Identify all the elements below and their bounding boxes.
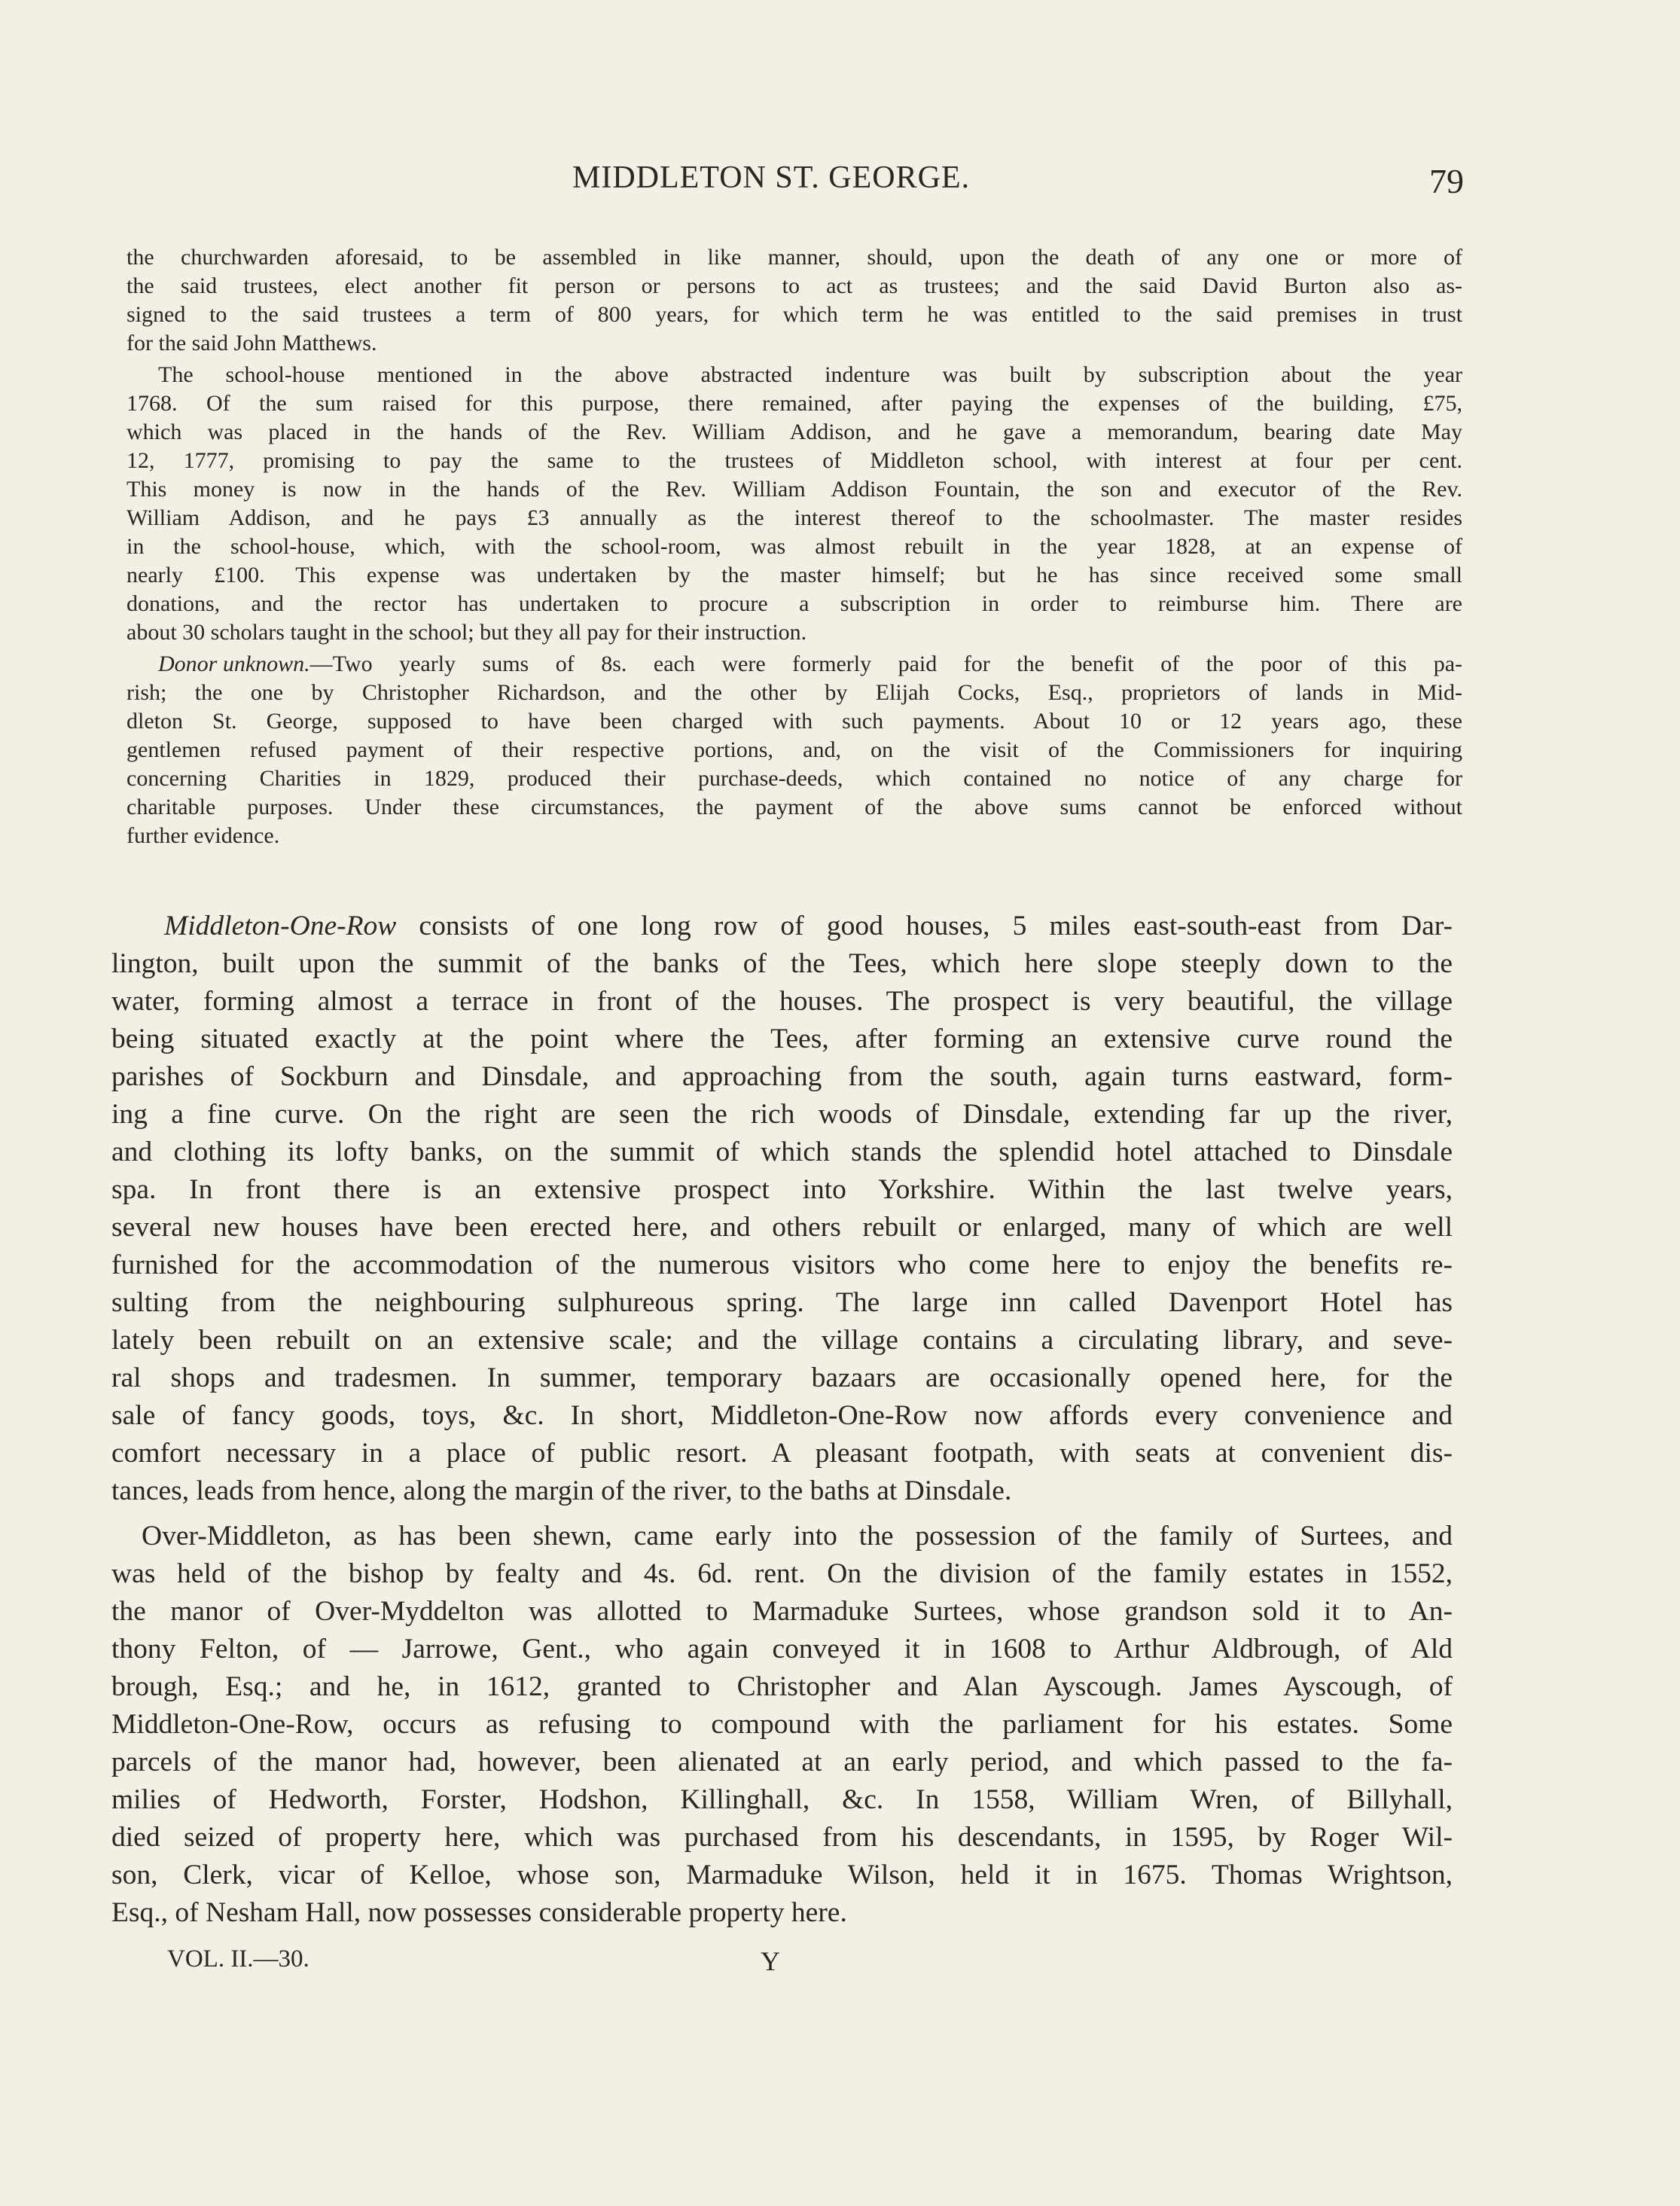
text-line: furnished for the accommodation of the numerous visitors who come here to enjoy the benefits re- [111,1249,1453,1280]
text-line: Over-Middleton, as has been shewn, came early into the possession of the family of Surtees, and [142,1521,1453,1552]
text-line: the churchwarden aforesaid, to be assembled in like manner, should, upon the death of any one or more of [127,245,1462,270]
text-line: comfort necessary in a place of public resort. A pleasant footpath, with seats at convenient dis- [111,1438,1453,1469]
text-line: son, Clerk, vicar of Kelloe, whose son, Marmaduke Wilson, held it in 1675. Thomas Wrightson, [111,1860,1453,1890]
text-line: lately been rebuilt on an extensive scale; and the village contains a circulating library, and seve- [111,1325,1453,1356]
text-line: parishes of Sockburn and Dinsdale, and approaching from the south, again turns eastward, form- [111,1061,1453,1092]
text-line: further evidence. [127,823,280,848]
text-line: the manor of Over-Myddelton was allotted to Marmaduke Surtees, whose grandson sold it to An- [111,1596,1453,1627]
text-line: milies of Hedworth, Forster, Hodshon, Killinghall, &c. In 1558, William Wren, of Billyhall, [111,1784,1453,1815]
text-line: sale of fancy goods, toys, &c. In short, Middleton-One-Row now affords every convenience and [111,1400,1453,1431]
text-line: rish; the one by Christopher Richardson, and the other by Elijah Cocks, Esq., proprietors of lands in Mid- [127,680,1462,705]
page-number: 79 [1429,162,1464,200]
text-line: charitable purposes. Under these circumstances, the payment of the above sums cannot be enforced without [127,795,1462,819]
text-line: thony Felton, of — Jarrowe, Gent., who again conveyed it in 1608 to Arthur Aldbrough, of Ald [111,1634,1453,1664]
text-line: Middleton-One-Row, occurs as refusing to compound with the parliament for his estates. Some [111,1709,1453,1740]
text-line: tances, leads from hence, along the margin of the river, to the baths at Dinsdale. [111,1475,1012,1506]
text-line: being situated exactly at the point where the Tees, after forming an extensive curve round the [111,1024,1453,1054]
text-line: for the said John Matthews. [127,331,377,355]
text-line: donations, and the rector has undertaken to procure a subscription in order to reimburse him. There are [127,591,1462,616]
donor-line [158,650,1462,679]
text-line: in the school-house, which, with the school-room, was almost rebuilt in the year 1828, at an expense of [127,534,1462,559]
signature-mark: Y [761,1946,780,1976]
text-line: 1768. Of the sum raised for this purpose, there remained, after paying the expenses of the building, £75, [127,391,1462,416]
text-line: consists of one long row of good houses, 5 miles east-south-east from Dar- [396,911,1453,941]
text-line: 12, 1777, promising to pay the same to the trustees of Middleton school, with interest at four per cent. [127,448,1462,473]
text-line: was held of the bishop by fealty and 4s. 6d. rent. On the division of the family estates in 1552, [111,1558,1453,1589]
text-line: —Two yearly sums of 8s. each were formerly paid for the benefit of the poor of this pa- [309,651,1462,676]
text-line: signed to the said trustees a term of 800 years, for which term he was entitled to the said premises in trust [127,302,1462,327]
text-line: The school-house mentioned in the above abstracted indenture was built by subscription about the year [158,362,1462,387]
text-line: William Addison, and he pays £3 annually as the interest thereof to the schoolmaster. The master resides [127,505,1462,530]
text-line: spa. In front there is an extensive prospect into Yorkshire. Within the last twelve years, [111,1174,1453,1205]
donor-label: Donor unknown. [158,651,310,676]
text-line: several new houses have been erected here, and others rebuilt or enlarged, many of which are well [111,1212,1453,1243]
text-line: Esq., of Nesham Hall, now possesses considerable property here. [111,1897,847,1928]
text-line: sulting from the neighbouring sulphureous spring. The large inn called Davenport Hotel has [111,1287,1453,1318]
page-header [0,160,1680,212]
text-line: lington, built upon the summit of the banks of the Tees, which here slope steeply down to the [111,948,1453,979]
text-line: nearly £100. This expense was undertaken by the master himself; but he has since received some small [127,563,1462,587]
text-line: died seized of property here, which was purchased from his descendants, in 1595, by Roger Wil- [111,1822,1453,1853]
text-line: parcels of the manor had, however, been alienated at an early period, and which passed to the fa- [111,1747,1453,1777]
text-line: ral shops and tradesmen. In summer, temporary bazaars are occasionally opened here, for the [111,1362,1453,1393]
text-line: and clothing its lofty banks, on the summit of which stands the splendid hotel attached to Dinsdale [111,1137,1453,1167]
text-line: brough, Esq.; and he, in 1612, granted to Christopher and Alan Ayscough. James Ayscough, of [111,1671,1453,1702]
lead-name: Middleton-One-Row [164,911,397,941]
text-line: about 30 scholars taught in the school; but they all pay for their instruction. [127,620,807,645]
lead-line [164,908,1453,945]
text-line: water, forming almost a terrace in front of the houses. The prospect is very beautiful, the village [111,986,1453,1017]
text-line: gentlemen refused payment of their respective portions, and, on the visit of the Commissioners for inquiring [127,737,1462,762]
text-line: dleton St. George, supposed to have been charged with such payments. About 10 or 12 years ago, these [127,709,1462,734]
text-line: This money is now in the hands of the Rev. William Addison Fountain, the son and executor of the Rev. [127,477,1462,502]
volume-signature: VOL. II.—30. [167,1945,309,1973]
text-line: the said trustees, elect another fit person or persons to act as trustees; and the said David Burton also as- [127,273,1462,298]
running-title: MIDDLETON ST. GEORGE. [572,160,971,195]
text-line: concerning Charities in 1829, produced their purchase-deeds, which contained no notice of any charge for [127,766,1462,791]
text-line: which was placed in the hands of the Rev. William Addison, and he gave a memorandum, bearing date May [127,420,1462,444]
text-line: ing a fine curve. On the right are seen the rich woods of Dinsdale, extending far up the river, [111,1099,1453,1130]
